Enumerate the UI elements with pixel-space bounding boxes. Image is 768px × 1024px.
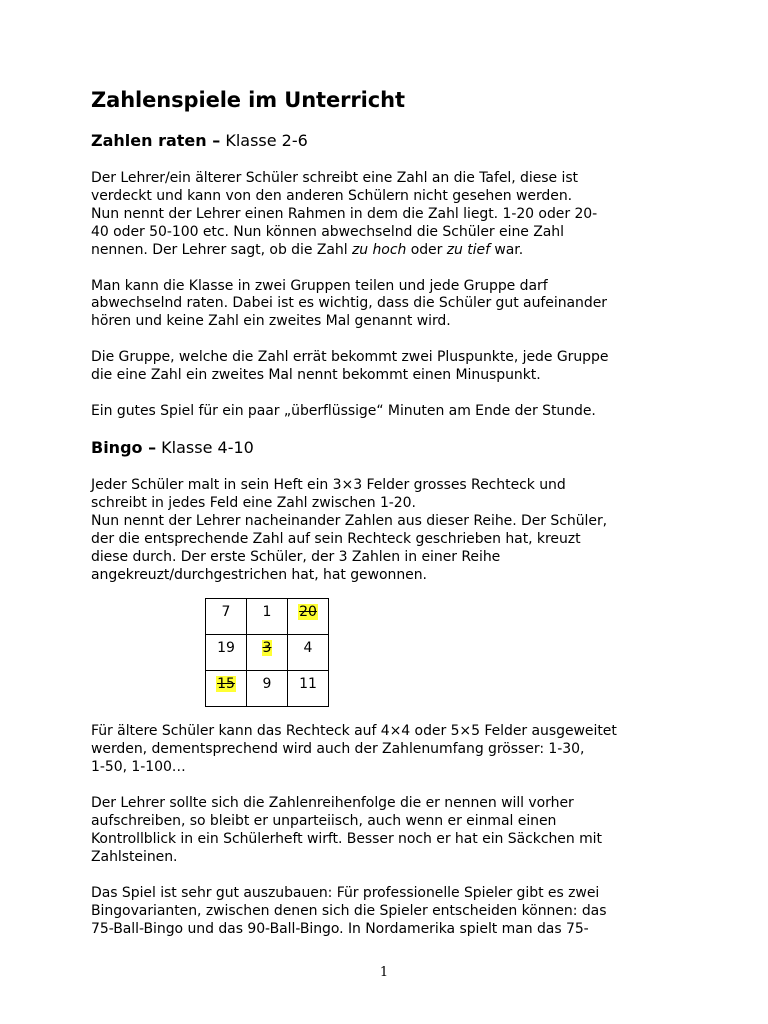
text-line: Der Lehrer/ein älterer Schüler schreibt eine Zahl an die Tafel, diese ist bbox=[91, 170, 579, 186]
bingo-row bbox=[206, 599, 329, 635]
document-title: Zahlenspiele im Unterricht bbox=[91, 88, 405, 112]
bingo-cell bbox=[206, 599, 247, 635]
section-heading-bold: Zahlen raten – bbox=[91, 131, 221, 150]
text-line: schreibt in jedes Feld eine Zahl zwischen 1-20. bbox=[91, 494, 416, 511]
paragraph-bingo-intro bbox=[91, 477, 691, 584]
text-line bbox=[91, 242, 691, 260]
text-line: werden, dementsprechend wird auch der Zahlenumfang grösser: 1-30, bbox=[91, 741, 585, 758]
bingo-number: 1 bbox=[262, 604, 272, 621]
paragraph-punkte bbox=[91, 349, 691, 385]
text-line: Nun nennt der Lehrer nacheinander Zahlen aus dieser Reihe. Der Schüler, bbox=[91, 512, 608, 529]
emphasis-zu-hoch: zu hoch bbox=[351, 241, 407, 258]
bingo-cell bbox=[288, 599, 329, 635]
section-heading-bold: Bingo – bbox=[91, 437, 157, 457]
bingo-number-crossed: 15 bbox=[217, 676, 235, 693]
text-line: Für ältere Schüler kann das Rechteck auf 4×4 oder 5×5 Felder ausgeweitet bbox=[91, 723, 617, 740]
text-run: nennen. Der Lehrer sagt, ob die Zahl bbox=[91, 241, 352, 258]
paragraph-ausbauen bbox=[91, 885, 691, 939]
text-line: Zahlsteinen. bbox=[91, 848, 178, 865]
text-line: verdeckt und kann von den anderen Schülern nicht gesehen werden. bbox=[91, 187, 573, 204]
paragraph-aeltere-schueler bbox=[91, 723, 691, 777]
text-line: 75-Ball-Bingo und das 90-Ball-Bingo. In Nordamerika spielt man das 75- bbox=[91, 920, 589, 937]
bingo-number: 9 bbox=[262, 676, 272, 693]
bingo-number-crossed: 20 bbox=[299, 604, 317, 621]
bingo-number: 7 bbox=[221, 604, 231, 621]
text-line: aufschreiben, so bleibt er unparteiisch, auch wenn er einmal einen bbox=[91, 813, 557, 830]
bingo-row bbox=[206, 635, 329, 671]
bingo-cell bbox=[288, 635, 329, 671]
bingo-number: 19 bbox=[217, 640, 235, 657]
section-heading-bingo bbox=[91, 437, 691, 459]
bingo-cell bbox=[247, 671, 288, 707]
text-line: angekreuzt/durchgestrichen hat, hat gewonnen. bbox=[91, 566, 427, 583]
text-line: 40 oder 50-100 etc. Nun können abwechselnd die Schüler eine Zahl bbox=[91, 223, 564, 240]
text-line: Das Spiel ist sehr gut auszubauen: Für professionelle Spieler gibt es zwei bbox=[91, 884, 600, 901]
text-line: abwechselnd raten. Dabei ist es wichtig, dass die Schüler gut aufeinander bbox=[91, 295, 607, 312]
text-line: Jeder Schüler malt in sein Heft ein 3×3 Felder grosses Rechteck und bbox=[91, 476, 566, 493]
text-line: der die entsprechende Zahl auf sein Rechteck geschrieben hat, kreuzt bbox=[91, 530, 581, 547]
text-line: Die Gruppe, welche die Zahl errät bekommt zwei Pluspunkte, jede Gruppe bbox=[91, 349, 609, 366]
text-line: Bingovarianten, zwischen denen sich die Spieler entscheiden können: das bbox=[91, 902, 607, 919]
text-line: Man kann die Klasse in zwei Gruppen teilen und jede Gruppe darf bbox=[91, 277, 548, 294]
paragraph-gutes-spiel bbox=[91, 403, 691, 421]
bingo-grid bbox=[205, 598, 329, 707]
paragraph-zahlen-raten-intro bbox=[91, 170, 691, 260]
bingo-number: 11 bbox=[299, 676, 317, 693]
text-run: war. bbox=[489, 241, 524, 258]
text-line: hören und keine Zahl ein zweites Mal genannt wird. bbox=[91, 313, 451, 330]
bingo-cell bbox=[288, 671, 329, 707]
text-line: Ein gutes Spiel für ein paar „überflüssige“ Minuten am Ende der Stunde. bbox=[91, 403, 596, 420]
page-number: 1 bbox=[379, 965, 389, 980]
bingo-number: 4 bbox=[303, 640, 313, 657]
section-heading-grade: Klasse 2-6 bbox=[220, 131, 308, 150]
bingo-cell bbox=[206, 671, 247, 707]
section-heading-zahlen-raten bbox=[91, 130, 691, 152]
text-line: Kontrollblick in ein Schülerheft wirft. Besser noch er hat ein Säckchen mit bbox=[91, 830, 602, 847]
paragraph-gruppen bbox=[91, 278, 691, 332]
emphasis-zu-tief: zu tief bbox=[446, 241, 490, 258]
bingo-number-crossed: 3 bbox=[262, 640, 272, 657]
text-line: Der Lehrer sollte sich die Zahlenreihenfolge die er nennen will vorher bbox=[91, 795, 574, 812]
bingo-row bbox=[206, 671, 329, 707]
text-line: 1-50, 1-100… bbox=[91, 759, 186, 776]
paragraph-zahlenreihenfolge bbox=[91, 795, 691, 867]
text-line: die eine Zahl ein zweites Mal nennt bekommt einen Minuspunkt. bbox=[91, 367, 541, 384]
section-heading-grade: Klasse 4-10 bbox=[156, 437, 254, 457]
text-line: diese durch. Der erste Schüler, der 3 Zahlen in einer Reihe bbox=[91, 548, 501, 565]
document-page bbox=[91, 86, 691, 938]
bingo-cell bbox=[247, 599, 288, 635]
bingo-cell bbox=[206, 635, 247, 671]
bingo-cell bbox=[247, 635, 288, 671]
text-run: oder bbox=[406, 241, 447, 258]
text-line: Nun nennt der Lehrer einen Rahmen in dem die Zahl liegt. 1-20 oder 20- bbox=[91, 205, 598, 222]
